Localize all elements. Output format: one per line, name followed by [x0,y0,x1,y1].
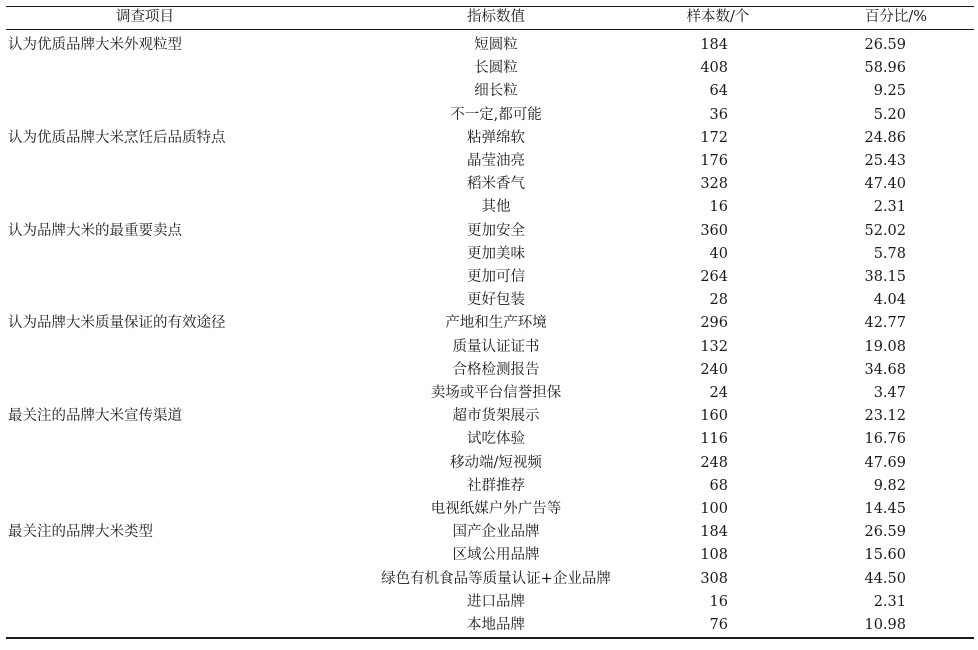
indicator-cell: 进口品牌 [467,593,525,610]
table-row [6,591,974,614]
survey-item-cell: 认为优质品牌大米烹饪后品质特点 [8,129,226,146]
table-row [6,544,974,567]
sample-count-cell: 184 [700,37,728,53]
percent-cell: 26.59 [864,524,906,541]
indicator-cell: 绿色有机食品等质量认证+企业品牌 [381,570,611,587]
indicator-cell: 其他 [481,199,511,216]
percent-cell: 14.45 [864,501,906,517]
percent-cell: 24.86 [864,129,906,146]
sample-count-cell: 24 [709,385,728,401]
percent-cell: 3.47 [873,385,906,401]
table-row [6,220,974,243]
sample-count-cell: 328 [700,176,728,193]
table-row [6,57,974,80]
percent-cell: 42.77 [864,315,906,332]
percent-cell: 15.60 [864,547,906,564]
sample-count-cell: 248 [700,454,728,471]
indicator-cell: 不一定,都可能 [450,106,542,123]
sample-count-cell: 16 [709,593,728,610]
table-row [6,405,974,428]
percent-cell: 47.40 [864,176,906,193]
sample-count-cell: 184 [700,524,728,541]
sample-count-cell: 240 [700,361,728,378]
table-row [6,359,974,382]
table-header-rule [6,29,974,30]
indicator-cell: 更好包装 [467,292,525,309]
sample-count-cell: 116 [700,431,728,448]
sample-count-cell: 132 [700,338,728,355]
table-row [6,150,974,173]
percent-cell: 47.69 [864,454,906,471]
percent-cell: 23.12 [864,408,906,425]
table-row [6,614,974,637]
indicator-cell: 晶莹油亮 [467,153,525,169]
sample-count-cell: 176 [700,153,728,169]
sample-count-cell: 308 [700,570,728,587]
percent-cell: 52.02 [864,222,906,239]
indicator-cell: 更加可信 [467,269,525,285]
percent-cell: 4.04 [873,292,906,309]
table-row [6,34,974,57]
indicator-cell: 社群推荐 [467,477,525,494]
sample-count-cell: 264 [700,269,728,285]
percent-cell: 2.31 [873,593,906,610]
percent-cell: 10.98 [864,617,906,633]
table-bottom-rule [6,637,974,639]
table-row [6,243,974,266]
indicator-cell: 超市货架展示 [452,408,540,425]
sample-count-cell: 296 [700,315,728,332]
table-row [6,289,974,312]
sample-count-cell: 108 [700,547,728,564]
indicator-cell: 本地品牌 [467,617,525,633]
table-row [6,428,974,451]
survey-item-cell: 最关注的品牌大米类型 [8,524,153,541]
table-row [6,498,974,521]
sample-count-cell: 360 [700,222,728,239]
sample-count-cell: 36 [709,106,728,123]
percent-cell: 9.25 [873,83,906,100]
indicator-cell: 产地和生产环境 [445,315,547,332]
indicator-cell: 质量认证证书 [452,338,540,355]
header-sample-count: 样本数/个 [686,9,750,25]
percent-cell: 5.78 [873,245,906,262]
table-row [6,382,974,405]
percent-cell: 25.43 [864,153,906,169]
sample-count-cell: 68 [709,477,728,494]
table-row [6,452,974,475]
percent-cell: 16.76 [864,431,906,448]
percent-cell: 26.59 [864,37,906,53]
percent-cell: 58.96 [864,60,906,77]
table-row [6,80,974,103]
percent-cell: 38.15 [864,269,906,285]
percent-cell: 34.68 [864,361,906,378]
table-row [6,196,974,219]
sample-count-cell: 76 [709,617,728,633]
percent-cell: 5.20 [873,106,906,123]
indicator-cell: 粘弹绵软 [467,129,525,146]
indicator-cell: 更加安全 [467,222,525,239]
indicator-cell: 短圆粒 [474,37,518,53]
sample-count-cell: 16 [709,199,728,216]
table-header-row [6,6,974,29]
table-row [6,104,974,127]
header-survey-item: 调查项目 [116,9,174,25]
survey-item-cell: 认为优质品牌大米外观粒型 [8,37,182,53]
sample-count-cell: 408 [700,60,728,77]
table-row [6,336,974,359]
percent-cell: 2.31 [873,199,906,216]
survey-item-cell: 最关注的品牌大米宣传渠道 [8,408,182,425]
indicator-cell: 细长粒 [474,83,518,100]
indicator-cell: 稻米香气 [467,176,525,193]
indicator-cell: 区域公用品牌 [452,547,540,564]
table-row [6,475,974,498]
sample-count-cell: 40 [709,245,728,262]
indicator-cell: 合格检测报告 [452,361,540,378]
sample-count-cell: 100 [700,501,728,517]
table-row [6,568,974,591]
survey-item-cell: 认为品牌大米质量保证的有效途径 [8,315,226,332]
percent-cell: 9.82 [873,477,906,494]
percent-cell: 44.50 [864,570,906,587]
sample-count-cell: 160 [700,408,728,425]
indicator-cell: 国产企业品牌 [452,524,540,541]
header-indicator: 指标数值 [467,9,525,25]
indicator-cell: 卖场或平台信誉担保 [430,385,562,401]
sample-count-cell: 28 [709,292,728,309]
table-row [6,266,974,289]
percent-cell: 19.08 [864,338,906,355]
indicator-cell: 移动端/短视频 [450,454,542,471]
indicator-cell: 试吃体验 [467,431,525,448]
table-row [6,127,974,150]
sample-count-cell: 64 [709,83,728,100]
header-percent: 百分比/% [864,9,928,25]
indicator-cell: 电视纸媒户外广告等 [430,501,562,517]
indicator-cell: 长圆粒 [474,60,518,77]
table-row [6,521,974,544]
indicator-cell: 更加美味 [467,245,525,262]
table-row [6,173,974,196]
table-row [6,312,974,335]
survey-item-cell: 认为品牌大米的最重要卖点 [8,222,182,239]
sample-count-cell: 172 [700,129,728,146]
